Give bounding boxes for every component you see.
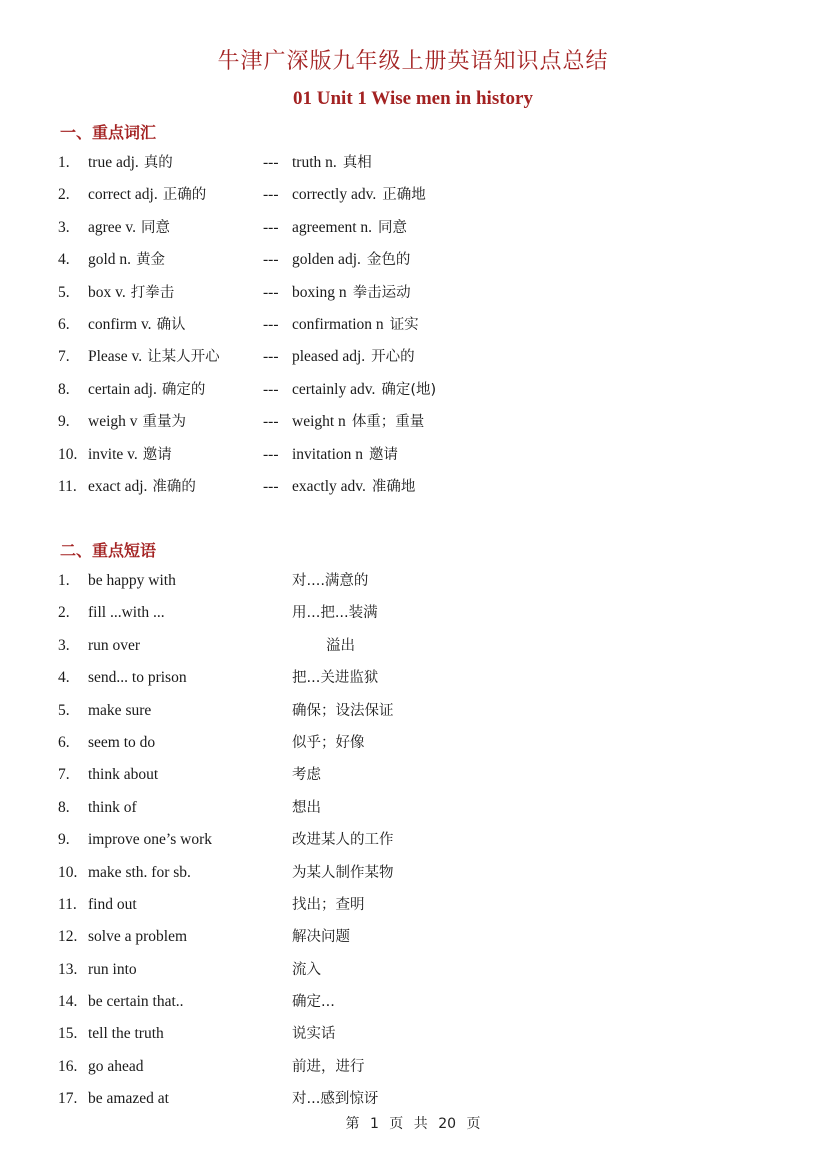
unit-title: 01 Unit 1 Wise men in history	[293, 88, 533, 109]
item-number: 11.	[58, 477, 77, 495]
item-number: 11.	[58, 895, 77, 913]
vocab-word	[88, 309, 186, 341]
vocab-word-cn: 准确的	[152, 478, 196, 495]
separator: ---	[263, 315, 279, 333]
phrase-en: be certain that..	[88, 993, 184, 1011]
vocab-row	[58, 471, 778, 503]
separator: ---	[263, 348, 279, 366]
vocab-word	[88, 471, 196, 503]
vocab-related-cn: 证实	[389, 316, 419, 333]
item-number: 2.	[58, 604, 70, 622]
vocab-word	[88, 244, 165, 276]
phrase-row	[58, 857, 778, 889]
item-number: 5.	[58, 283, 70, 301]
separator: ---	[263, 413, 279, 431]
phrase-en: be amazed at	[88, 1090, 169, 1108]
vocab-list	[58, 147, 778, 503]
vocab-related-cn: 确定(地)	[381, 381, 437, 398]
phrase-en: solve a problem	[88, 928, 188, 946]
phrase-en: think about	[88, 766, 159, 784]
vocab-word-cn: 确认	[156, 316, 186, 333]
phrase-row	[58, 759, 778, 791]
vocab-row	[58, 179, 778, 211]
phrase-cn: 改进某人的工作	[292, 832, 394, 849]
vocab-word-en: confirm v.	[88, 315, 152, 333]
phrase-en: fill ...with ...	[88, 604, 165, 622]
phrase-row	[58, 889, 778, 921]
vocab-related-cn: 拳击运动	[352, 284, 411, 301]
vocab-related-en: correctly adv.	[292, 186, 377, 204]
phrase-cn: 对....满意的	[292, 573, 369, 589]
phrase-row	[58, 727, 778, 759]
phrase-row	[58, 824, 778, 856]
item-number: 10.	[58, 445, 78, 463]
vocab-word	[88, 212, 170, 244]
vocab-related-en: boxing n	[292, 283, 347, 301]
vocab-related	[292, 341, 415, 373]
vocab-related	[292, 212, 407, 244]
phrase-en: improve one’s work	[88, 831, 212, 849]
phrase-cn: 确定...	[292, 994, 335, 1011]
vocab-word	[88, 439, 172, 471]
phrase-cn: 前进，进行	[292, 1058, 365, 1075]
vocab-related-en: truth n.	[292, 154, 337, 171]
vocab-related-cn: 同意	[378, 219, 408, 236]
vocab-related	[292, 179, 426, 211]
vocab-related-cn: 开心的	[371, 349, 415, 366]
page-footer: 第 1 页 共 20 页	[345, 1116, 481, 1132]
phrase-en: run over	[88, 636, 141, 654]
vocab-word-en: true adj.	[88, 154, 139, 171]
phrase-en: tell the truth	[88, 1025, 164, 1043]
vocab-heading: 一、重点词汇	[60, 123, 157, 142]
vocab-related-cn: 邀请	[369, 446, 399, 463]
item-number: 3.	[58, 636, 70, 654]
item-number: 8.	[58, 380, 70, 398]
phrase-row	[58, 565, 778, 597]
vocab-related-en: exactly adv.	[292, 477, 366, 495]
item-number: 17.	[58, 1090, 78, 1108]
vocab-related	[292, 309, 419, 341]
item-number: 7.	[58, 348, 70, 366]
phrase-cn: 流入	[292, 961, 321, 978]
phrase-en: find out	[88, 895, 137, 913]
phrase-row	[58, 597, 778, 629]
vocab-word-en: certain adj.	[88, 380, 157, 398]
phrase-cn: 溢出	[326, 637, 355, 654]
vocab-word-en: agree v.	[88, 218, 137, 236]
phrase-row	[58, 986, 778, 1018]
vocab-word	[88, 277, 174, 309]
vocab-related-en: confirmation n	[292, 315, 384, 333]
vocab-related-cn: 正确地	[382, 187, 426, 204]
vocab-word-en: Please v.	[88, 348, 143, 366]
phrase-row	[58, 792, 778, 824]
item-number: 6.	[58, 315, 70, 333]
vocab-word-cn: 同意	[141, 219, 171, 236]
item-number: 7.	[58, 766, 70, 784]
vocab-row	[58, 439, 778, 471]
phrase-en: be happy with	[88, 572, 176, 589]
vocab-word-cn: 黄金	[136, 252, 166, 269]
phrase-cn: 解决问题	[292, 929, 350, 946]
phrase-en: think of	[88, 798, 137, 816]
vocab-word-en: weigh v	[88, 413, 138, 431]
separator: ---	[263, 154, 279, 171]
phrase-cn: 找出；查明	[292, 896, 365, 913]
separator: ---	[263, 445, 279, 463]
phrase-en: run into	[88, 960, 137, 978]
phrase-cn: 说实话	[292, 1026, 336, 1043]
phrase-cn: 想出	[292, 799, 321, 816]
vocab-related-cn: 真相	[342, 155, 372, 171]
phrase-cn: 考虑	[292, 767, 321, 784]
vocab-row	[58, 406, 778, 438]
phrase-row	[58, 1051, 778, 1083]
phrase-row	[58, 695, 778, 727]
phrase-cn: 为某人制作某物	[292, 864, 394, 881]
vocab-word-en: exact adj.	[88, 477, 148, 495]
item-number: 13.	[58, 960, 78, 978]
vocab-row	[58, 212, 778, 244]
vocab-row	[58, 244, 778, 276]
item-number: 5.	[58, 701, 70, 719]
phrases-heading: 二、重点短语	[60, 541, 157, 560]
item-number: 14.	[58, 993, 78, 1011]
item-number: 1.	[58, 154, 70, 171]
vocab-word-cn: 打拳击	[130, 284, 175, 301]
phrase-cn: 似乎；好像	[292, 734, 365, 751]
separator: ---	[263, 477, 279, 495]
vocab-related	[292, 471, 415, 503]
item-number: 2.	[58, 186, 70, 204]
vocab-row	[58, 277, 778, 309]
vocab-related	[292, 406, 424, 438]
vocab-row	[58, 147, 778, 179]
phrase-en: go ahead	[88, 1057, 144, 1075]
vocab-related-cn: 金色的	[366, 252, 411, 269]
phrase-row	[58, 662, 778, 694]
phrase-row	[58, 921, 778, 953]
vocab-related	[292, 147, 372, 179]
vocab-word	[88, 179, 206, 211]
separator: ---	[263, 251, 279, 269]
vocab-related-en: golden adj.	[292, 251, 361, 269]
vocab-word-en: invite v.	[88, 445, 138, 463]
item-number: 10.	[58, 863, 78, 881]
phrase-cn: 把...关进监狱	[292, 670, 379, 687]
item-number: 4.	[58, 669, 70, 687]
phrase-cn: 对...感到惊讶	[292, 1091, 379, 1108]
separator: ---	[263, 186, 279, 204]
phrase-cn: 用...把...装满	[292, 605, 378, 622]
vocab-related-en: pleased adj.	[292, 348, 366, 366]
item-number: 12.	[58, 928, 78, 946]
item-number: 1.	[58, 572, 70, 589]
separator: ---	[263, 218, 279, 236]
separator: ---	[263, 380, 279, 398]
phrase-list	[58, 565, 778, 1116]
vocab-related-cn: 体重；重量	[351, 414, 425, 431]
vocab-word	[88, 374, 205, 406]
phrase-row	[58, 630, 778, 662]
separator: ---	[263, 283, 279, 301]
vocab-word-cn: 确定的	[161, 381, 206, 398]
phrase-en: send... to prison	[88, 669, 187, 687]
vocab-related-en: weight n	[292, 413, 346, 431]
vocab-word	[88, 406, 186, 438]
vocab-word	[88, 341, 220, 373]
vocab-row	[58, 309, 778, 341]
vocab-row	[58, 374, 778, 406]
phrase-en: make sure	[88, 701, 152, 719]
document-title: 牛津广深版九年级上册英语知识点总结	[217, 49, 609, 74]
item-number: 15.	[58, 1025, 78, 1043]
item-number: 8.	[58, 798, 70, 816]
phrase-cn: 确保；设法保证	[292, 702, 394, 719]
vocab-word-cn: 真的	[143, 155, 173, 171]
vocab-word-en: box v.	[88, 283, 126, 301]
vocab-related	[292, 439, 398, 471]
vocab-word-en: gold n.	[88, 251, 132, 269]
vocab-related-cn: 准确地	[371, 478, 416, 495]
phrase-en: seem to do	[88, 733, 156, 751]
vocab-word-en: correct adj.	[88, 186, 158, 204]
vocab-related	[292, 277, 411, 309]
item-number: 16.	[58, 1057, 78, 1075]
vocab-row	[58, 341, 778, 373]
item-number: 6.	[58, 733, 70, 751]
vocab-word-cn: 重量为	[142, 414, 187, 431]
vocab-word-cn: 邀请	[142, 446, 172, 463]
item-number: 9.	[58, 413, 70, 431]
vocab-word-cn: 正确的	[162, 187, 207, 204]
vocab-related-en: agreement n.	[292, 218, 373, 236]
item-number: 3.	[58, 218, 70, 236]
vocab-related	[292, 244, 410, 276]
phrase-en: make sth. for sb.	[88, 863, 191, 881]
vocab-word	[88, 147, 173, 179]
phrase-row	[58, 1083, 778, 1115]
item-number: 9.	[58, 831, 70, 849]
vocab-related-en: invitation n	[292, 445, 364, 463]
item-number: 4.	[58, 251, 70, 269]
vocab-related-en: certainly adv.	[292, 380, 376, 398]
phrase-row	[58, 954, 778, 986]
vocab-word-cn: 让某人开心	[147, 349, 220, 366]
vocab-related	[292, 374, 436, 406]
phrase-row	[58, 1018, 778, 1050]
